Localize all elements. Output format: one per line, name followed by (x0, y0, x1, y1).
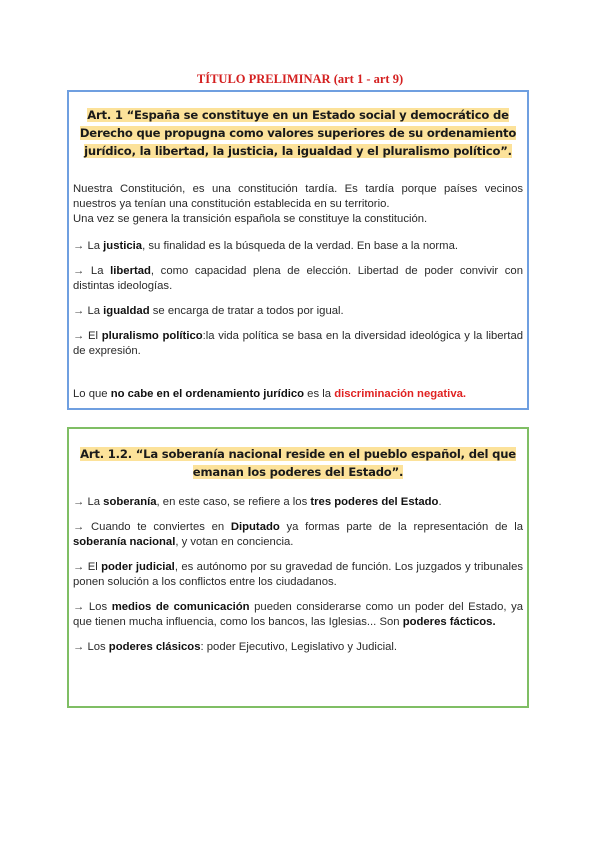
bullet-libertad (73, 264, 523, 294)
arrow-icon: → (73, 521, 85, 533)
bullet-term: poderes clásicos (108, 641, 201, 653)
bullet-igualdad (73, 304, 523, 319)
bullet-text: pueden considerarse como un poder del Estado, ya que tienen mucha influencia, como los bancos, las Iglesias... Son (73, 601, 524, 628)
bullet-pre: El (87, 330, 102, 342)
bullet-term: igualdad (103, 305, 150, 317)
arrow-icon: → (73, 240, 85, 252)
bullet-term: Diputado (230, 521, 280, 533)
article-1-2-heading-wrap (69, 445, 527, 481)
bullet-term: poder judicial (101, 561, 175, 573)
bullet-soberania (73, 495, 523, 510)
bullet-pre: Los (87, 641, 109, 653)
bullet-text: , en este caso, se refiere a los (156, 496, 311, 508)
bullet-term: justicia (103, 240, 143, 252)
bullet-text: :la vida política se basa en la diversidad ideológica y la libertad de expresión. (73, 330, 524, 357)
bullet-text: ya formas parte de la representación de la (279, 521, 523, 533)
bullet-pre: Cuando te conviertes en (91, 521, 231, 533)
article-1-2-heading: Art. 1.2. “La soberanía nacional reside en el pueblo español, del que emanan los poderes del Estado”. (80, 447, 516, 479)
article-1-box (67, 90, 529, 410)
intro-text-2: Una vez se genera la transición española se constituye la constitución. (73, 213, 428, 225)
closing-red-term: discriminación negativa. (334, 388, 467, 400)
bullet-text: , su finalidad es la búsqueda de la verdad. En base a la norma. (142, 240, 458, 252)
bullet-text-2: , y votan en conciencia. (175, 536, 294, 548)
bullet-term: soberanía (103, 496, 157, 508)
bullet-text: se encarga de tratar a todos por igual. (149, 305, 344, 317)
bullet-term: libertad (110, 265, 151, 277)
bullet-pre: La (87, 240, 104, 252)
bullet-pre: La (87, 305, 104, 317)
closing-pre: Lo que (73, 388, 111, 400)
arrow-icon: → (73, 601, 85, 613)
page-title: TÍTULO PRELIMINAR (art 1 - art 9) (196, 72, 404, 86)
arrow-icon: → (73, 641, 85, 653)
closing-term: no cabe en el ordenamiento jurídico (110, 388, 305, 400)
bullet-text: , como capacidad plena de elección. Libertad de poder convivir con distintas ideologías. (73, 265, 523, 292)
bullet-term-2: poderes fácticos. (402, 616, 496, 628)
intro-paragraph (73, 182, 523, 227)
closing-mid: es la (304, 388, 335, 400)
bullet-text-2: . (438, 496, 442, 508)
bullet-pre: La (90, 265, 111, 277)
bullet-pre: El (87, 561, 102, 573)
bullet-term-2: soberanía nacional (73, 536, 176, 548)
arrow-icon: → (73, 330, 85, 342)
bullet-text: : poder Ejecutivo, Legislativo y Judicial. (200, 641, 398, 653)
bullet-poder-judicial (73, 560, 523, 590)
bullet-diputado (73, 520, 523, 550)
article-1-2-box (67, 427, 529, 708)
bullet-term: medios de comunicación (111, 601, 250, 613)
arrow-icon: → (73, 496, 85, 508)
arrow-icon: → (73, 305, 85, 317)
bullet-poderes-clasicos (73, 640, 523, 655)
bullet-medios (73, 600, 523, 630)
arrow-icon: → (73, 265, 85, 277)
arrow-icon: → (73, 561, 85, 573)
article-1-heading-wrap (69, 106, 527, 160)
bullet-pre: La (87, 496, 104, 508)
bullet-term: pluralismo político (101, 330, 203, 342)
bullet-text: , es autónomo por su gravedad de función. Los juzgados y tribunales ponen solución a los conflictos entre los ciudadanos. (73, 561, 523, 588)
closing-line (73, 387, 523, 402)
intro-text-1: Nuestra Constitución, es una constitución tardía. Es tardía porque países vecinos nuestros ya tenían una constitución establecida en su territorio. (73, 183, 523, 210)
article-1-heading: Art. 1 “España se constituye en un Estado social y democrático de Derecho que propugna como valores superiores de su ordenamiento jurídico, la libertad, la justicia, la igualdad y el pluralismo político”. (79, 108, 517, 158)
bullet-justicia (73, 239, 523, 254)
bullet-pluralismo (73, 329, 523, 359)
bullet-term-2: tres poderes del Estado (310, 496, 439, 508)
bullet-pre: Los (88, 601, 112, 613)
